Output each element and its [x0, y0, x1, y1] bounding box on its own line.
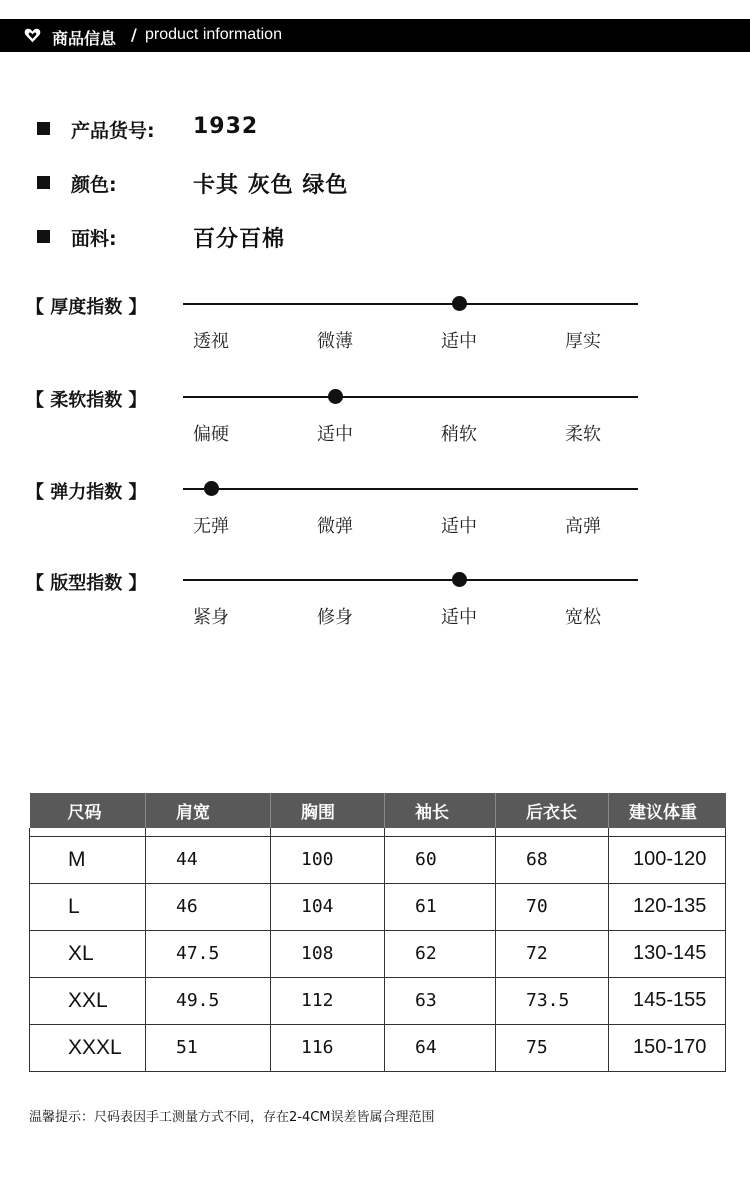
scale-track [183, 303, 638, 305]
table-row [30, 1024, 726, 1071]
table-row [30, 930, 726, 977]
scale-indicator [452, 572, 467, 587]
table-header-row [30, 793, 726, 828]
table-cell: 70 [496, 883, 609, 930]
table-cell: 46 [146, 883, 271, 930]
table-cell: L [30, 883, 146, 930]
scale-indicator [204, 481, 219, 496]
scale-option: 宽松 [565, 607, 601, 628]
info-row-fabric [0, 222, 750, 252]
square-bullet-icon [37, 176, 50, 189]
table-cell: 112 [271, 977, 385, 1024]
column-header-shoulder: 肩宽 [146, 793, 271, 828]
heart-icon [24, 27, 41, 44]
header-title-cn: 商品信息 [52, 29, 117, 48]
info-label: 产品货号: [71, 120, 155, 142]
scale-fit [0, 573, 750, 639]
scale-option: 适中 [441, 516, 477, 537]
table-cell: 63 [385, 977, 496, 1024]
header-separator: / [131, 25, 137, 44]
scale-option: 无弹 [193, 516, 229, 537]
info-value: 1932 [193, 114, 259, 139]
info-row-item-number [0, 114, 750, 144]
table-cell: XXXL [30, 1024, 146, 1071]
scale-thickness [0, 297, 750, 363]
scale-title: 【 柔软指数 】 [26, 390, 147, 411]
table-row [30, 836, 726, 883]
table-cell: 62 [385, 930, 496, 977]
table-cell: 51 [146, 1024, 271, 1071]
scale-option: 厚实 [565, 331, 601, 352]
info-value: 卡其 灰色 绿色 [193, 173, 349, 198]
scale-track [183, 579, 638, 581]
table-cell: 61 [385, 883, 496, 930]
scale-option: 紧身 [193, 607, 229, 628]
size-table [29, 793, 726, 1072]
table-cell: 60 [385, 836, 496, 883]
table-cell: 73.5 [496, 977, 609, 1024]
table-cell: 75 [496, 1024, 609, 1071]
scale-option: 修身 [317, 607, 353, 628]
table-cell: M [30, 836, 146, 883]
table-cell: XXL [30, 977, 146, 1024]
scale-option: 适中 [317, 424, 353, 445]
table-spacer-row [30, 828, 726, 836]
table-cell: 100-120 [609, 836, 726, 883]
info-value: 百分百棉 [193, 227, 286, 252]
scale-track [183, 396, 638, 398]
table-row [30, 977, 726, 1024]
table-cell: 64 [385, 1024, 496, 1071]
table-cell: XL [30, 930, 146, 977]
section-header [0, 19, 750, 52]
table-cell: 120-135 [609, 883, 726, 930]
column-header-back-length: 后衣长 [496, 793, 609, 828]
column-header-chest: 胸围 [271, 793, 385, 828]
table-row [30, 883, 726, 930]
table-cell: 72 [496, 930, 609, 977]
info-label: 颜色: [71, 174, 117, 196]
square-bullet-icon [37, 230, 50, 243]
square-bullet-icon [37, 122, 50, 135]
info-row-color [0, 168, 750, 198]
table-cell: 47.5 [146, 930, 271, 977]
scale-option: 高弹 [565, 516, 601, 537]
info-label: 面料: [71, 228, 117, 250]
scale-indicator [452, 296, 467, 311]
table-cell: 130-145 [609, 930, 726, 977]
scale-title: 【 厚度指数 】 [26, 297, 147, 318]
table-cell: 100 [271, 836, 385, 883]
table-cell: 145-155 [609, 977, 726, 1024]
scale-softness [0, 390, 750, 456]
scale-title: 【 版型指数 】 [26, 573, 147, 594]
scale-option: 柔软 [565, 424, 601, 445]
table-cell: 108 [271, 930, 385, 977]
header-title-en: product information [145, 26, 282, 43]
size-note: 温馨提示：尺码表因手工测量方式不同，存在2-4CM误差皆属合理范围 [29, 1110, 435, 1125]
table-cell: 44 [146, 836, 271, 883]
column-header-size: 尺码 [30, 793, 146, 828]
scale-option: 微薄 [317, 331, 353, 352]
scale-title: 【 弹力指数 】 [26, 482, 147, 503]
column-header-weight: 建议体重 [609, 793, 726, 828]
table-cell: 116 [271, 1024, 385, 1071]
scale-track [183, 488, 638, 490]
scale-option: 偏硬 [193, 424, 229, 445]
table-cell: 68 [496, 836, 609, 883]
scale-option: 稍软 [441, 424, 477, 445]
scale-option: 适中 [441, 331, 477, 352]
table-cell: 150-170 [609, 1024, 726, 1071]
scale-option: 适中 [441, 607, 477, 628]
column-header-sleeve: 袖长 [385, 793, 496, 828]
scale-option: 透视 [193, 331, 229, 352]
table-cell: 49.5 [146, 977, 271, 1024]
table-cell: 104 [271, 883, 385, 930]
scale-elasticity [0, 482, 750, 548]
scale-option: 微弹 [317, 516, 353, 537]
scale-indicator [328, 389, 343, 404]
